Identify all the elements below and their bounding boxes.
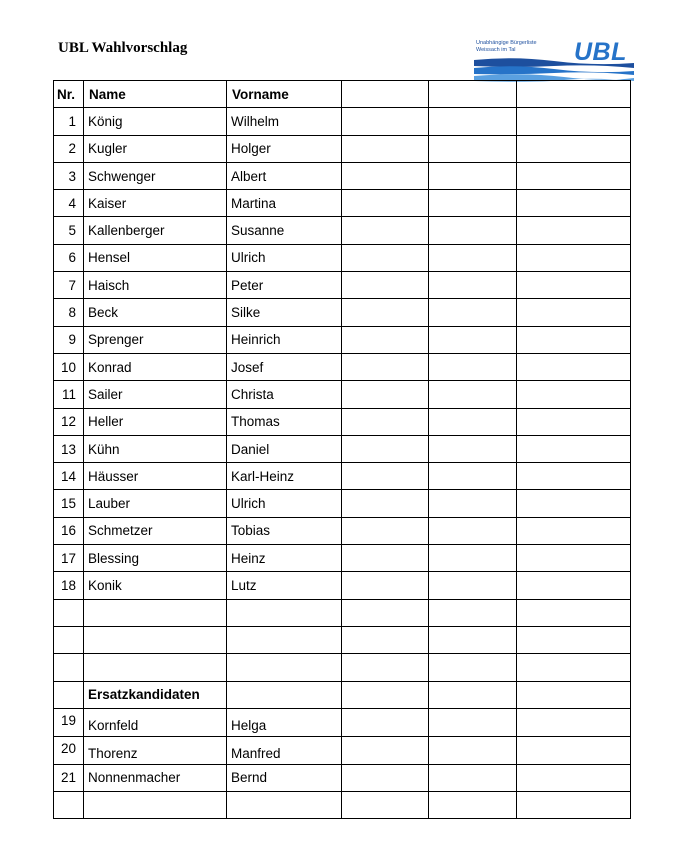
cell-name: Kugler: [84, 135, 227, 162]
header-name: Name: [84, 81, 227, 108]
cell-vorname: Peter: [227, 272, 342, 299]
document-title: UBL Wahlvorschlag: [58, 40, 188, 56]
cell-nr: 10: [54, 353, 84, 380]
ersatz-label: Ersatzkandidaten: [84, 681, 227, 708]
cell-name: Sprenger: [84, 326, 227, 353]
header-vorname: Vorname: [227, 81, 342, 108]
logo-line-1: Unabhängige Bürgerliste: [476, 40, 537, 46]
cell-name: Schmetzer: [84, 517, 227, 544]
cell-nr: 3: [54, 162, 84, 189]
empty-row: [54, 792, 631, 819]
table-row: [54, 272, 631, 299]
header-nr: Nr.: [54, 81, 84, 108]
cell-vorname: Holger: [227, 135, 342, 162]
cell-nr: 16: [54, 517, 84, 544]
cell-vorname: Thomas: [227, 408, 342, 435]
cell-nr: 12: [54, 408, 84, 435]
cell-vorname: Ulrich: [227, 244, 342, 271]
cell-vorname: Ulrich: [227, 490, 342, 517]
empty-row: [54, 599, 631, 626]
cell-nr: 4: [54, 190, 84, 217]
table-row: [54, 162, 631, 189]
cell-name: Blessing: [84, 545, 227, 572]
cell-nr: 21: [54, 764, 84, 791]
cell-name: Hensel: [84, 244, 227, 271]
cell-nr: 13: [54, 435, 84, 462]
cell-name: Kühn: [84, 435, 227, 462]
cell-vorname: Heinz: [227, 545, 342, 572]
header-empty: [342, 81, 429, 108]
cell-nr: 19: [54, 708, 84, 736]
cell-name: Heller: [84, 408, 227, 435]
logo-subtitle: [476, 40, 537, 54]
cell-name: Konik: [84, 572, 227, 599]
cell-vorname: Manfred: [227, 736, 342, 764]
cell-nr: 6: [54, 244, 84, 271]
table-row: [54, 108, 631, 135]
cell-vorname: Silke: [227, 299, 342, 326]
cell-vorname: Lutz: [227, 572, 342, 599]
cell-name: Thorenz: [84, 736, 227, 764]
cell-nr: 5: [54, 217, 84, 244]
cell-vorname: Susanne: [227, 217, 342, 244]
cell-name: Nonnenmacher: [84, 764, 227, 791]
header-empty: [517, 81, 631, 108]
logo-mark: UBL: [574, 38, 627, 66]
cell-name: Kornfeld: [84, 708, 227, 736]
table-header-row: [54, 81, 631, 108]
table-row: [54, 736, 631, 764]
table-row: [54, 572, 631, 599]
table-row: [54, 299, 631, 326]
cell-vorname: Karl-Heinz: [227, 463, 342, 490]
table-row: [54, 490, 631, 517]
empty-row: [54, 654, 631, 681]
cell-name: Sailer: [84, 381, 227, 408]
table-row: [54, 545, 631, 572]
ersatz-header-row: [54, 681, 631, 708]
cell-vorname: Tobias: [227, 517, 342, 544]
cell-nr: 14: [54, 463, 84, 490]
table-row: [54, 708, 631, 736]
table-row: [54, 764, 631, 791]
table-row: [54, 353, 631, 380]
cell-nr: 2: [54, 135, 84, 162]
cell-nr: 15: [54, 490, 84, 517]
cell-name: Beck: [84, 299, 227, 326]
cell-name: Lauber: [84, 490, 227, 517]
cell-name: Schwenger: [84, 162, 227, 189]
table-row: [54, 408, 631, 435]
cell-vorname: Heinrich: [227, 326, 342, 353]
cell-name: Haisch: [84, 272, 227, 299]
cell-nr: 17: [54, 545, 84, 572]
cell-nr: 20: [54, 736, 84, 764]
ubl-logo: [474, 40, 634, 84]
table-row: [54, 326, 631, 353]
cell-name: Kallenberger: [84, 217, 227, 244]
cell-name: König: [84, 108, 227, 135]
header-empty: [429, 81, 517, 108]
cell-name: Kaiser: [84, 190, 227, 217]
cell-nr: 8: [54, 299, 84, 326]
cell-vorname: Josef: [227, 353, 342, 380]
cell-nr: 1: [54, 108, 84, 135]
cell-name: Häusser: [84, 463, 227, 490]
table-row: [54, 217, 631, 244]
table-row: [54, 244, 631, 271]
cell-vorname: Wilhelm: [227, 108, 342, 135]
cell-nr: 11: [54, 381, 84, 408]
cell-name: Konrad: [84, 353, 227, 380]
table-row: [54, 435, 631, 462]
cell-vorname: Martina: [227, 190, 342, 217]
table-row: [54, 135, 631, 162]
cell-vorname: Bernd: [227, 764, 342, 791]
cell-vorname: Daniel: [227, 435, 342, 462]
table-row: [54, 517, 631, 544]
table-row: [54, 190, 631, 217]
cell-nr: 18: [54, 572, 84, 599]
cell-vorname: Albert: [227, 162, 342, 189]
cell-vorname: Christa: [227, 381, 342, 408]
logo-line-2: Weissach im Tal: [476, 47, 516, 53]
cell-vorname: Helga: [227, 708, 342, 736]
empty-row: [54, 626, 631, 653]
table-row: [54, 381, 631, 408]
cell-nr: 9: [54, 326, 84, 353]
candidate-table: [53, 80, 631, 819]
cell-nr: 7: [54, 272, 84, 299]
table-row: [54, 463, 631, 490]
